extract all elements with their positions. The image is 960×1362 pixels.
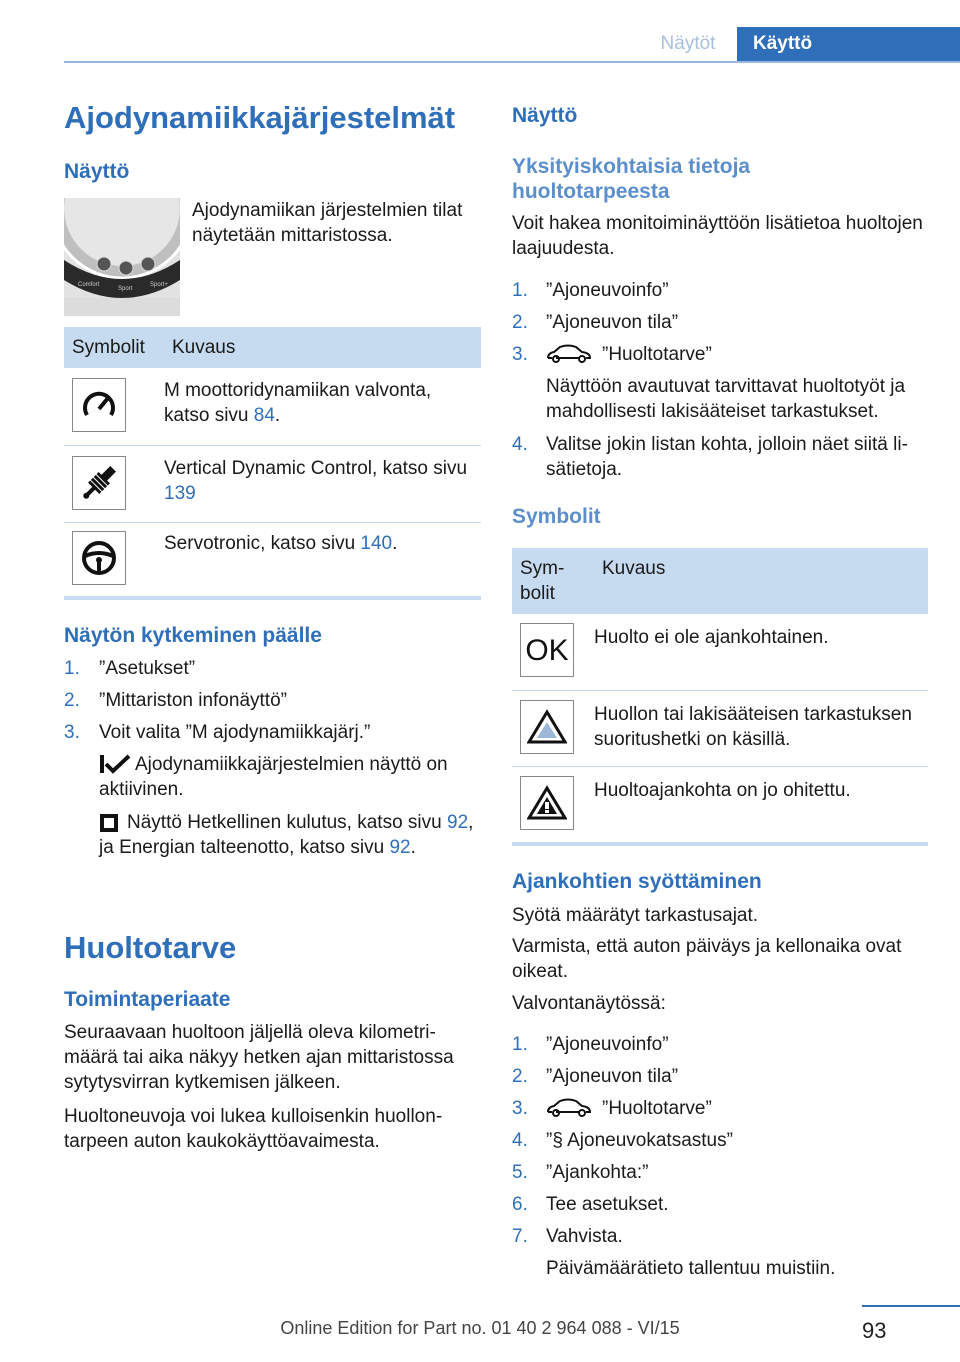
footer-edition: Online Edition for Part no. 01 40 2 964 088 - VI/15 [280, 1318, 680, 1338]
header-tab-operation[interactable]: Käyttö [737, 27, 960, 61]
page-link[interactable]: 84 [253, 405, 275, 426]
subsection-title-display: Näyttö [64, 160, 130, 183]
right-symbol-table [512, 548, 928, 842]
list-item: Voit valita ”M ajodynamiikkajärj.” [99, 722, 371, 743]
section-title-service: Huoltotarve [64, 930, 237, 965]
table-row [512, 614, 928, 690]
table-row [64, 368, 481, 445]
table-header-description: Kuvaus [594, 548, 928, 614]
subsection-title-principle: Toimintaperiaate [64, 988, 231, 1011]
square-icon [99, 813, 119, 840]
list-number: 3. [512, 1098, 528, 1119]
list-number: 2. [512, 312, 528, 333]
subsection-title-symbols: Symbolit [512, 505, 601, 528]
list-number: 4. [512, 434, 528, 455]
list-number: 1. [512, 280, 528, 301]
note-active: Ajodynamiikkajärjestelmien näyttö on aktiivinen. [99, 754, 448, 800]
list-item: ”Asetukset” [99, 658, 196, 679]
list-number: 5. [512, 1162, 528, 1183]
list-item: ”§ Ajoneuvokatsastus” [546, 1130, 733, 1151]
instrument-cluster-image [64, 198, 180, 316]
list-item: ”Mittariston infonäyttö” [99, 690, 287, 711]
list-item: ”Ajoneuvon tila” [546, 1066, 679, 1087]
table-row [512, 690, 928, 766]
table-end-rule [512, 842, 928, 846]
warning-triangle-icon [520, 700, 574, 754]
list-item: ”Ajoneuvon tila” [546, 312, 679, 333]
warning-triangle-filled-icon [520, 776, 574, 830]
table-cell: M moottoridynamiikan valvonta, katso sivu 84. [164, 368, 481, 445]
list-number: 1. [64, 658, 80, 679]
table-cell: Huoltoajankohta on jo ohitettu. [594, 779, 851, 801]
paragraph: Valvontanäytössä: [512, 993, 666, 1014]
subsection-title-switch-on: Näytön kytkeminen päälle [64, 624, 322, 647]
list-item: Valitse jokin listan kohta, jolloin näet siitä lisätietoja. [546, 434, 908, 480]
note-consumption: Näyttö Hetkellinen kulutus, katso sivu 92, ja Energian talteenotto, katso sivu 92. [99, 812, 474, 858]
page-link[interactable]: 140 [360, 532, 393, 554]
paragraph: Seuraavaan huoltoon jäljellä oleva kilometrimäärä tai aika näkyy hetken ajan mittaristossa sytytysvirran kytkemisen jälkeen. [64, 1022, 454, 1093]
list-number: 2. [512, 1066, 528, 1087]
list-item: ”Ajoneuvoinfo” [546, 1034, 669, 1055]
left-symbol-table [64, 327, 481, 596]
table-cell: Vertical Dynamic Control, katso sivu 139 [164, 445, 481, 522]
table-row [512, 766, 928, 842]
list-number: 3. [64, 722, 80, 743]
table-row [64, 445, 481, 522]
ok-icon: OK [520, 623, 574, 677]
list-item: ”Ajoneuvoinfo” [546, 280, 669, 301]
list-number: 1. [512, 1034, 528, 1055]
subsection-title-details: Yksityiskohtaisia tietoja huoltotarpeesta [512, 155, 751, 203]
header-rule [64, 61, 960, 63]
page-link[interactable]: 139 [164, 482, 196, 504]
table-cell: Huolto ei ole ajankohtainen. [594, 614, 928, 690]
footer-rule [862, 1305, 960, 1307]
paragraph: Varmista, että auton päiväys ja kellonaika ovat oikeat. [512, 936, 902, 982]
subsection-title-display-right: Näyttö [512, 104, 578, 127]
list-item: ”Ajankohta:” [546, 1162, 649, 1183]
table-header-description: Kuvaus [164, 327, 481, 368]
list-item: ”Huoltotarve” [602, 344, 712, 365]
note-service-display: Näyttöön avautuvat tarvittavat huoltotyöt ja mahdollisesti lakisääteiset tarkastukset. [546, 376, 906, 422]
list-item: ”Huoltotarve” [602, 1098, 712, 1119]
subsection-title-dates: Ajankohtien syöttäminen [512, 870, 762, 893]
table-row [64, 522, 481, 596]
page-link[interactable]: 92 [447, 812, 469, 833]
paragraph: Syötä määrätyt tarkastusajat. [512, 905, 759, 926]
list-number: 2. [64, 690, 80, 711]
intro-text: Ajodynamiikan järjestelmien tilat näytetään mittaristossa. [192, 200, 463, 246]
table-header-symbols: Symbolit [512, 548, 594, 614]
header-tab-displays[interactable]: Näytöt [660, 33, 716, 54]
gauge-icon [72, 378, 126, 432]
intro-text: Voit hakea monitoiminäyttöön lisätietoa huoltojen laajuudesta. [512, 213, 923, 259]
list-number: 3. [512, 344, 528, 365]
list-number: 7. [512, 1226, 528, 1247]
gauge-label-comfort: Comfort [78, 282, 100, 288]
table-cell: Huollon tai lakisääteisen tarkastuksen suoritushetki on käsillä. [594, 690, 928, 766]
gauge-label-sport-plus: Sport+ [150, 282, 168, 288]
steering-wheel-icon [72, 531, 126, 585]
list-item: Tee asetukset. [546, 1194, 669, 1215]
table-header-symbols: Symbolit [64, 327, 164, 368]
table-cell: Servotronic, katso sivu 140. [164, 532, 398, 554]
gauge-label-sport: Sport [118, 286, 133, 292]
page-link[interactable]: 92 [389, 837, 411, 858]
list-number: 4. [512, 1130, 528, 1151]
checkmark-icon [99, 753, 131, 782]
shock-absorber-icon [72, 456, 126, 510]
paragraph: Huoltoneuvoja voi lukea kulloisenkin huollontarpeen auton kaukokäyttöavaimesta. [64, 1106, 443, 1152]
note-saved: Päivämäärätieto tallentuu muistiin. [546, 1258, 836, 1279]
table-end-rule [64, 596, 481, 600]
list-item: Vahvista. [546, 1226, 623, 1247]
car-service-icon [546, 1098, 592, 1123]
car-service-icon [546, 344, 592, 369]
list-number: 6. [512, 1194, 528, 1215]
section-title: Ajodynamiikkajärjestelmät [64, 100, 456, 135]
page-number: 93 [862, 1318, 887, 1343]
